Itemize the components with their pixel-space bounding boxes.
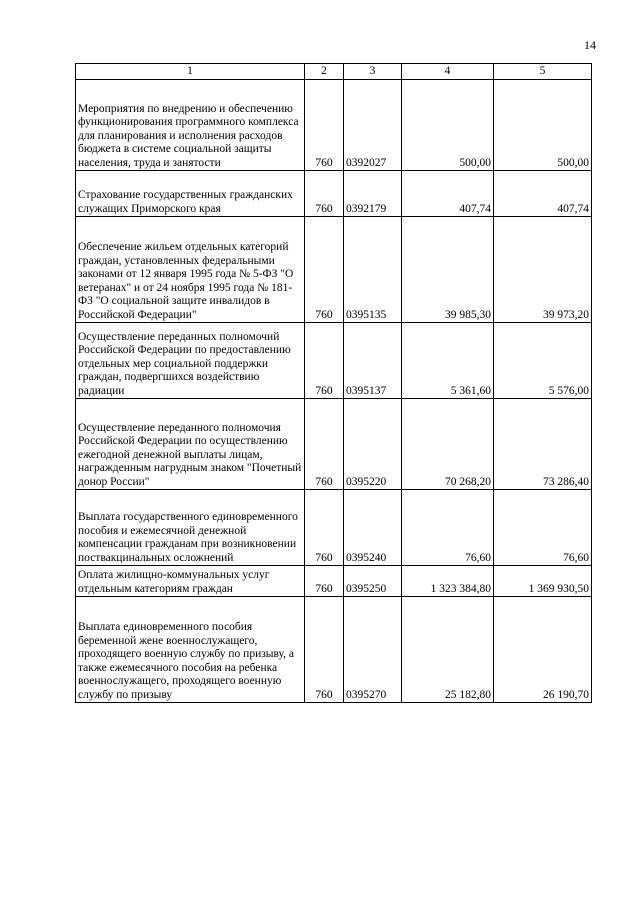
row-value-1: 39 985,30 xyxy=(402,217,494,323)
table-header-row xyxy=(76,64,592,80)
table-row xyxy=(76,80,592,171)
row-code: 0395220 xyxy=(344,399,402,490)
row-section: 760 xyxy=(305,597,344,703)
table-row xyxy=(76,399,592,490)
row-name: Мероприятия по внедрению и обеспечению функционирования программного комплекса для планирования и исполнения расходов бюджета в системе социальной защиты населения, труда и занятости xyxy=(76,80,305,171)
row-value-2: 73 286,40 xyxy=(494,399,592,490)
row-value-2: 500,00 xyxy=(494,80,592,171)
row-value-2: 39 973,20 xyxy=(494,217,592,323)
row-code: 0392027 xyxy=(344,80,402,171)
table-row xyxy=(76,171,592,217)
row-code: 0395240 xyxy=(344,490,402,566)
row-value-1: 70 268,20 xyxy=(402,399,494,490)
row-value-2: 26 190,70 xyxy=(494,597,592,703)
row-name: Осуществление переданных полномочий Российской Федерации по предоставлению отдельных мер социальной поддержки граждан, подвергшихся воздействию радиации xyxy=(76,323,305,399)
row-value-2: 1 369 930,50 xyxy=(494,566,592,597)
row-code: 0395135 xyxy=(344,217,402,323)
row-value-2: 76,60 xyxy=(494,490,592,566)
header-cell: 3 xyxy=(344,64,402,80)
row-value-2: 407,74 xyxy=(494,171,592,217)
header-cell: 1 xyxy=(76,64,305,80)
row-section: 760 xyxy=(305,217,344,323)
row-value-1: 25 182,80 xyxy=(402,597,494,703)
budget-table xyxy=(75,63,592,703)
row-section: 760 xyxy=(305,80,344,171)
row-name: Оплата жилищно-коммунальных услуг отдельным категориям граждан xyxy=(76,566,305,597)
row-name: Выплата единовременного пособия беременной жене военнослужащего, проходящего военную службу по призыву, а также ежемесячного пособия на ребенка военнослужащего, проходящего военную службу по призыву xyxy=(76,597,305,703)
row-value-1: 407,74 xyxy=(402,171,494,217)
row-value-1: 1 323 384,80 xyxy=(402,566,494,597)
row-name: Осуществление переданного полномочия Российской Федерации по осуществлению ежегодной денежной выплаты лицам, награжденным нагрудным знаком "Почетный донор России" xyxy=(76,399,305,490)
row-value-1: 5 361,60 xyxy=(402,323,494,399)
table-row xyxy=(76,323,592,399)
row-code: 0395270 xyxy=(344,597,402,703)
row-section: 760 xyxy=(305,399,344,490)
row-value-2: 5 576,00 xyxy=(494,323,592,399)
table-row xyxy=(76,490,592,566)
row-code: 0392179 xyxy=(344,171,402,217)
row-section: 760 xyxy=(305,171,344,217)
row-name: Обеспечение жильем отдельных категорий граждан, установленных федеральными законами от 12 января 1995 года № 5-ФЗ "О ветеранах" и от 24 ноября 1995 года № 181-ФЗ "О социальной защите инвалидов в Российской Федерации" xyxy=(76,217,305,323)
row-name: Страхование государственных гражданских служащих Приморского края xyxy=(76,171,305,217)
header-cell: 5 xyxy=(494,64,592,80)
row-code: 0395250 xyxy=(344,566,402,597)
row-section: 760 xyxy=(305,323,344,399)
row-name: Выплата государственного единовременного пособия и ежемесячной денежной компенсации гражданам при возникновении поствакцинальных осложнений xyxy=(76,490,305,566)
table-row xyxy=(76,217,592,323)
row-value-1: 76,60 xyxy=(402,490,494,566)
row-section: 760 xyxy=(305,490,344,566)
row-code: 0395137 xyxy=(344,323,402,399)
table-row xyxy=(76,597,592,703)
header-cell: 4 xyxy=(402,64,494,80)
table-row xyxy=(76,566,592,597)
row-section: 760 xyxy=(305,566,344,597)
page-number: 14 xyxy=(584,38,596,52)
row-value-1: 500,00 xyxy=(402,80,494,171)
header-cell: 2 xyxy=(305,64,344,80)
